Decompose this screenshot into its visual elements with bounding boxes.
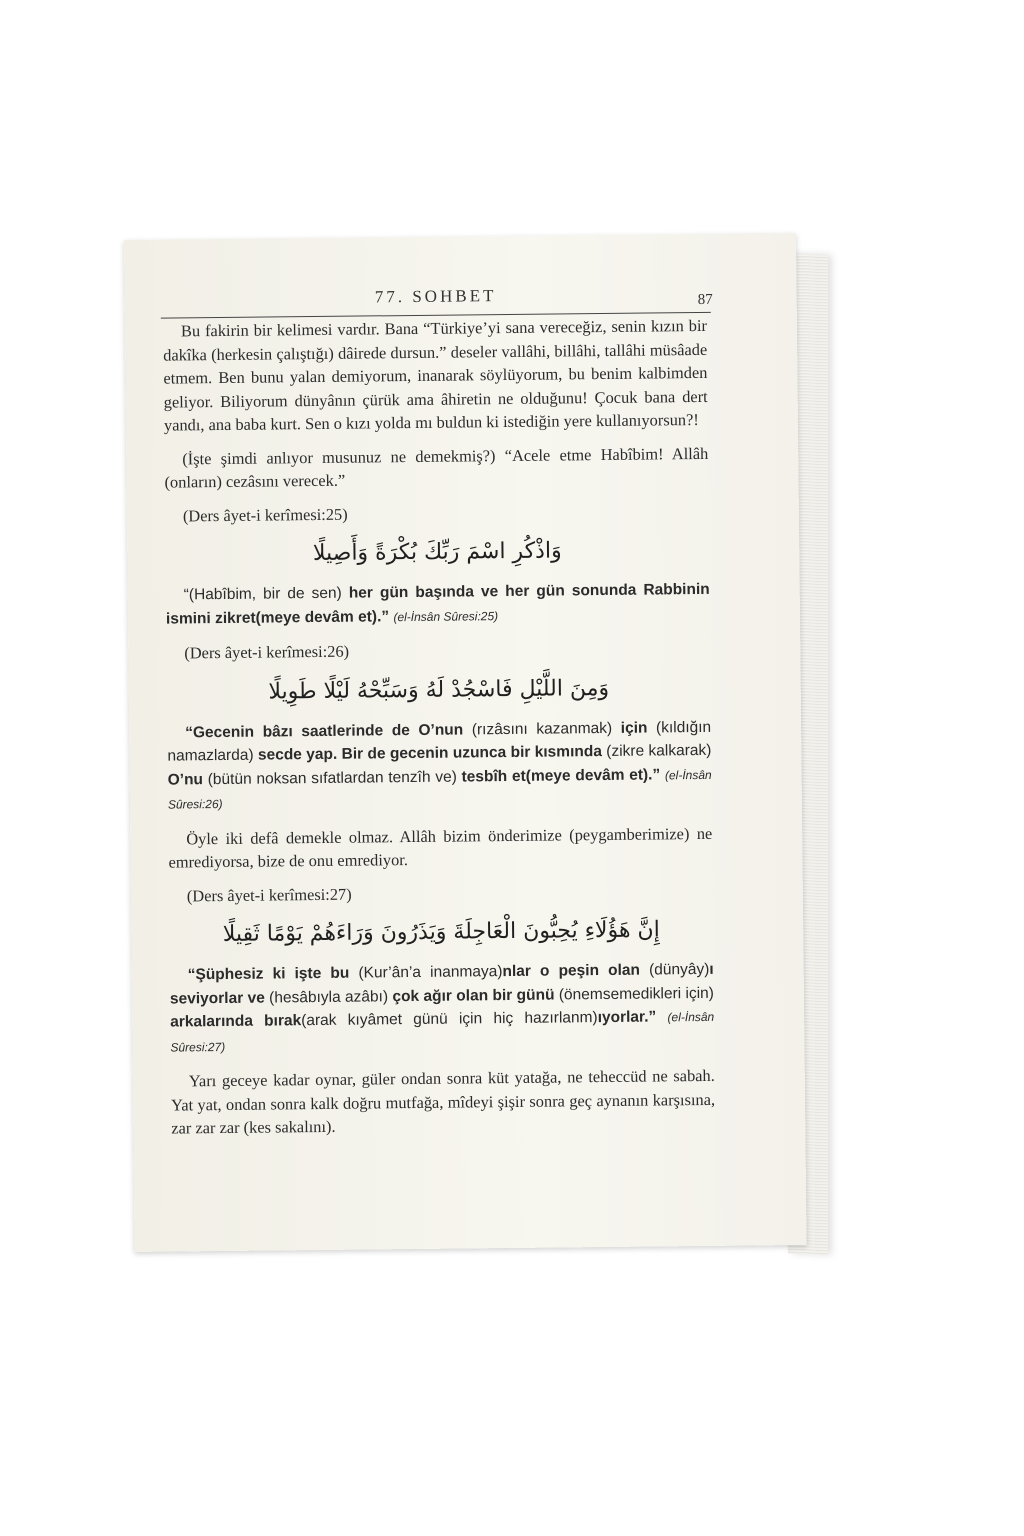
bold-span: her gün başında ve her gün sonunda Rabbinin ismini zikret [165,580,710,628]
bold-span: (meye devâm et).” [255,607,394,627]
arabic-verse: وَاذْكُرِ اسْمَ رَبِّكَ بُكْرَةً وَأَصِيلًا [312,538,562,567]
bold-span: O’nu [167,770,204,789]
text-span: (rızâsını kazanmak) [463,719,621,738]
bold-span: “Gecenin bâzı saatlerinde de O’nun [185,720,464,741]
page-content [163,314,716,1150]
text-span: (arak kıyâmet günü için hiç hazırlanm) [301,1009,598,1030]
book [124,240,824,1260]
bold-span: ı seviyorlar ve [169,960,714,1008]
page-header [161,284,711,319]
text-span: “(Habîbim, bir de sen) [183,584,349,604]
paragraph: Bu fakirin bir kelimesi vardır. Bana “Türkiye’yi sana vereceğiz, senin kızın bir dakîka (herkesin çalıştığı) dâirede dursun.” deseler vallâhi, billâhi, tallâhi müsâade etmem. Ben bunu yalan demiyorum, inanarak söylüyorum, bu benim kalbimden geliyor. Biliyorum dünyânın çürük ama âhiretin ne olduğunu! Çocuk bana dert yandı, ana baba kurt. Sen o kızı yolda mı buldun ki istediğin yere kullanıyorsun?! [163,315,708,435]
verse-translation [167,715,712,817]
bold-span: tesbîh et [461,767,526,785]
text-span: (zikre kalkarak) [601,741,712,761]
page-number: 87 [697,291,713,308]
verse-source: (el-İnsân Sûresi:27) [170,1009,715,1055]
bold-span: (meye devâm et).” [525,765,666,785]
text-span: (önemsemedikleri için) [554,984,715,1004]
arabic-verse: وَمِنَ اللَّيْلِ فَاسْجُدْ لَهُ وَسَبِّحْهُ لَيْلًا طَوِيلًا [268,675,610,705]
verse-translation [166,578,710,632]
text-span: (Kur’ân’a inanmaya) [349,963,503,982]
verse-reference: (Ders âyet-i kerîmesi:26) [184,641,350,663]
paragraph: Yarı geceye kadar oynar, güler ondan sonra küt yatağa, ne teheccüd ne sabah. Yat yat, ondan sonra kalk doğru mutfağa, mîdeyi şişir sonra geç aynanın karşısına, zar zar zar (kes sakalını). [170,1065,716,1138]
paragraph: Öyle iki defâ demekle olmaz. Allâh bizim önderimize (peygamberimize) ne emrediyorsa, bize de onu emrediyor. [168,823,713,872]
bold-span: için [620,719,648,737]
bold-span: ıyorlar.” [597,1008,668,1027]
bold-span: secde yap. Bir de gecenin uzunca bir kısmında [257,743,603,764]
arabic-verse: إِنَّ هَؤُلَاءِ يُحِبُّونَ الْعَاجِلَةَ وَيَذَرُونَ وَرَاءَهُمْ يَوْمًا ثَقِيلًا [222,917,660,948]
book-page [124,233,807,1252]
verse-source: (el-İnsân Sûresi:26) [167,767,712,812]
bold-span: nlar o peşin olan [502,961,641,981]
text-span: (hesâbıyla azâbı) [264,987,393,1007]
bold-span: “Şüphesiz ki işte bu [187,964,350,984]
text-span: (dünyây) [639,960,710,979]
paragraph: (İşte şimdi anlıyor musunuz ne demekmiş?) “Acele etme Habîbim! Allâh (onların) cezâsını verecek.” [164,443,709,492]
bold-span: arkalarında bırak [170,1012,302,1031]
bold-span: çok ağır olan bir günü [392,986,555,1005]
text-span: (kıldığın namazlarda) [167,718,712,765]
verse-source: (el-İnsân Sûresi:25) [393,608,499,624]
verse-reference: (Ders âyet-i kerîmesi:27) [186,884,352,905]
verse-translation [170,958,715,1060]
verse-reference: (Ders âyet-i kerîmesi:25) [182,504,348,525]
running-title: 77. SOHBET [374,286,497,307]
text-span: (bütün noksan sıfatlardan tenzîh ve) [202,767,462,788]
